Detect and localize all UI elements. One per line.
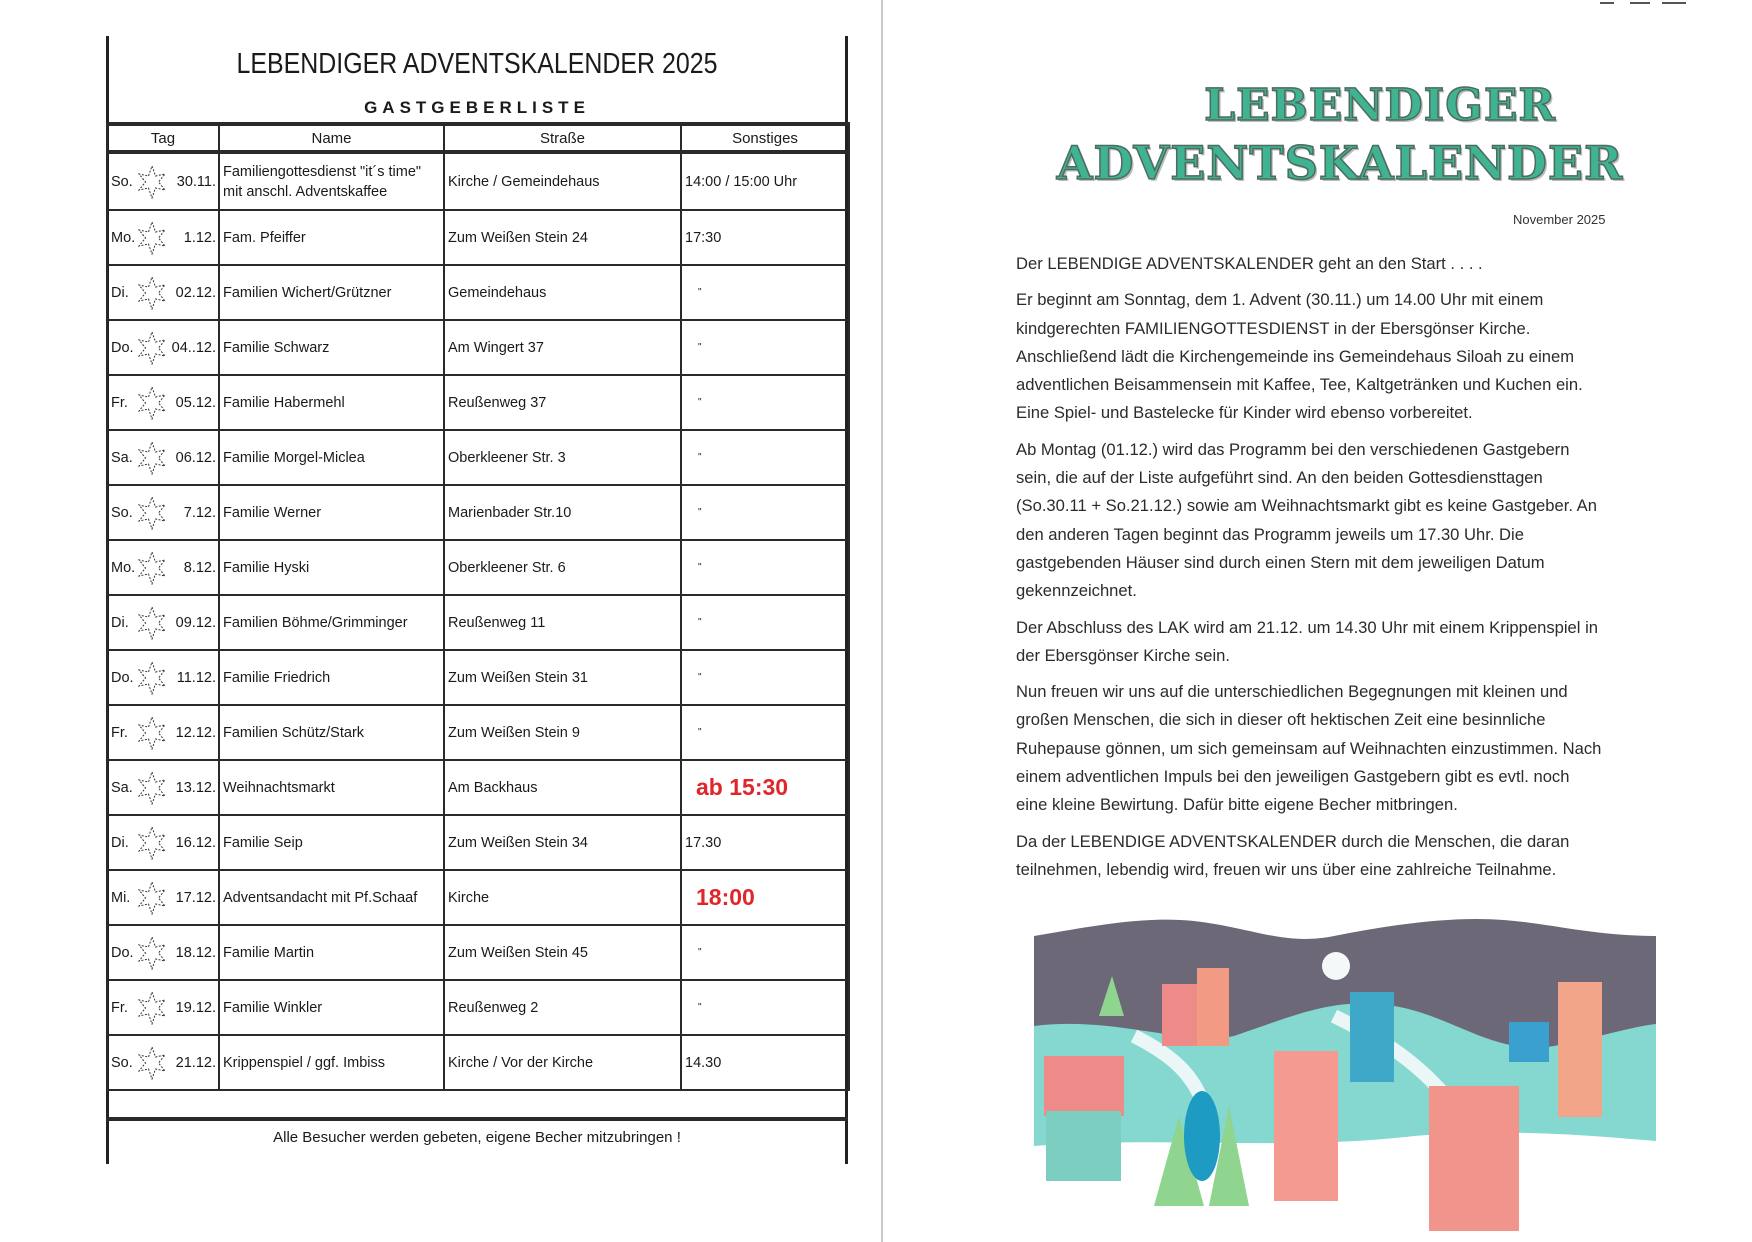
sheet-title: LEBENDIGER ADVENTSKALENDER 2025 (236, 48, 718, 80)
street: Kirche (444, 870, 681, 925)
weekday: Mo. (111, 229, 136, 246)
misc-info: 18:00 (681, 870, 849, 925)
paragraph: Der LEBENDIGE ADVENTSKALENDER geht an den Start . . . . (1016, 254, 1483, 273)
table-row (107, 815, 849, 870)
date: 8.12. (183, 559, 216, 576)
street: Reußenweg 2 (444, 980, 681, 1035)
host-name: Familien Böhme/Grimminger (219, 595, 444, 650)
date: 12.12. (175, 724, 216, 741)
misc-info: 17.30 (681, 815, 849, 870)
weekday: Fr. (111, 724, 128, 741)
host-name: Familie Martin (219, 925, 444, 980)
misc-info: " (681, 925, 849, 980)
winter-village-illustration (1034, 906, 1656, 1231)
misc-info: " (681, 485, 849, 540)
weekday: So. (111, 1054, 133, 1071)
host-list-sheet (106, 36, 848, 1164)
weekday: Mi. (111, 889, 131, 906)
table-row (107, 760, 849, 815)
table-row (107, 375, 849, 430)
street: Zum Weißen Stein 31 (444, 650, 681, 705)
host-name: Adventsandacht mit Pf.Schaaf (219, 870, 444, 925)
street: Reußenweg 37 (444, 375, 681, 430)
host-name: Familie Morgel-Miclea (219, 430, 444, 485)
street: Kirche / Vor der Kirche (444, 1035, 681, 1090)
tag-cell (107, 430, 219, 485)
weekday: Do. (111, 944, 134, 961)
column-header-street: Straße (444, 124, 681, 152)
tag-cell (107, 815, 219, 870)
table-bottom-rule (106, 1117, 848, 1121)
weekday: Fr. (111, 999, 128, 1016)
tag-cell (107, 210, 219, 265)
weekday: Di. (111, 614, 129, 631)
host-name: Fam. Pfeiffer (219, 210, 444, 265)
snowman (1322, 952, 1350, 980)
table-row (107, 210, 849, 265)
snow-foreground (1034, 1133, 1656, 1231)
scan-marks (1600, 2, 1700, 6)
star-icon (138, 1046, 166, 1080)
tag-cell (107, 925, 219, 980)
star-icon (138, 881, 166, 915)
tag-cell (107, 760, 219, 815)
house (1044, 1056, 1124, 1116)
street: Am Backhaus (444, 760, 681, 815)
misc-info: " (681, 705, 849, 760)
date: 05.12. (175, 394, 216, 411)
house (1162, 984, 1197, 1046)
street: Zum Weißen Stein 34 (444, 815, 681, 870)
page-divider (881, 0, 883, 1242)
table-row (107, 265, 849, 320)
tag-cell (107, 320, 219, 375)
paragraph: Da der LEBENDIGE ADVENTSKALENDER durch die Menschen, die daran teilnehmen, lebendig wird, freuen wir uns über eine zahlreiche Teilnahme. (1016, 831, 1570, 879)
host-name: Familien Schütz/Stark (219, 705, 444, 760)
host-name: Weihnachtsmarkt (219, 760, 444, 815)
table-row (107, 925, 849, 980)
misc-info: " (681, 595, 849, 650)
table-row (107, 430, 849, 485)
tag-cell (107, 705, 219, 760)
star-icon (138, 661, 166, 695)
weekday: Do. (111, 669, 134, 686)
misc-info: " (681, 650, 849, 705)
table-row (107, 320, 849, 375)
paragraph: Ab Montag (01.12.) wird das Programm bei den verschiedenen Gastgebern sein, die auf der Liste aufgeführt sind. An den beiden Gottesdiensttagen (So.30.11 + So.21.12.) sowie am Weihnachtsmarkt gibt es keine Gastgeber. An den anderen Tagen beginnt das Programm jeweils um 17.30 Uhr. Die gastgebenden Häuser sind durch einen Stern mit dem jeweiligen Datum gekennzeichnet. (1016, 439, 1597, 601)
date: 02.12. (175, 284, 216, 301)
weekday: Sa. (111, 779, 133, 796)
star-icon (138, 496, 166, 530)
host-name: Krippenspiel / ggf. Imbiss (219, 1035, 444, 1090)
misc-info: " (681, 980, 849, 1035)
misc-info: " (681, 540, 849, 595)
logo-line-2: ADVENTSKALENDER (1056, 136, 1624, 190)
letter-date: November 2025 (1513, 212, 1606, 227)
paragraph: Nun freuen wir uns auf die unterschiedlichen Begegnungen mit kleinen und großen Menschen, die sich in dieser oft hektischen Zeit eine besinnliche Ruhepause gönnen, um sich gemeinsam auf Weihnachten einzustimmen. Nach einem adventlichen Impuls bei den jeweiligen Gastgebern gibt es evtl. noch eine kleine Bewirtung. Dafür bitte eigene Becher mitbringen. (1016, 682, 1602, 815)
paragraph: Der Abschluss des LAK wird am 21.12. um 14.30 Uhr mit einem Krippenspiel in der Ebersgönser Kirche sein. (1016, 617, 1598, 665)
weekday: Mo. (111, 559, 136, 576)
table-row (107, 595, 849, 650)
misc-info: ab 15:30 (681, 760, 849, 815)
date: 17.12. (175, 889, 216, 906)
tag-cell (107, 870, 219, 925)
logo-line-1: LEBENDIGER (1204, 80, 1556, 131)
star-icon (138, 441, 166, 475)
street: Zum Weißen Stein 9 (444, 705, 681, 760)
star-icon (138, 221, 166, 255)
host-name: Familie Werner (219, 485, 444, 540)
weekday: Fr. (111, 394, 128, 411)
sheet-subtitle: GASTGEBERLISTE (364, 98, 590, 117)
tag-cell (107, 485, 219, 540)
date: 1.12. (183, 229, 216, 246)
logo-wordart (1020, 80, 1660, 200)
tag-cell (107, 980, 219, 1035)
table-row (107, 152, 849, 210)
tag-cell (107, 265, 219, 320)
street: Oberkleener Str. 3 (444, 430, 681, 485)
star-icon (138, 331, 166, 365)
host-name: Familie Hyski (219, 540, 444, 595)
misc-info: " (681, 375, 849, 430)
weekday: Di. (111, 834, 129, 851)
date: 16.12. (175, 834, 216, 851)
tree (1184, 1091, 1220, 1181)
date: 13.12. (175, 779, 216, 796)
table-row (107, 980, 849, 1035)
star-icon (138, 716, 166, 750)
street: Zum Weißen Stein 45 (444, 925, 681, 980)
weekday: Sa. (111, 449, 133, 466)
street: Marienbader Str.10 (444, 485, 681, 540)
tag-cell (107, 650, 219, 705)
misc-info: 14:00 / 15:00 Uhr (681, 152, 849, 210)
date: 19.12. (175, 999, 216, 1016)
street: Gemeindehaus (444, 265, 681, 320)
house (1350, 992, 1394, 1082)
weekday: So. (111, 504, 133, 521)
star-icon (138, 936, 166, 970)
misc-info: 17:30 (681, 210, 849, 265)
tag-cell (107, 595, 219, 650)
column-header-tag: Tag (107, 124, 219, 152)
date: 21.12. (175, 1054, 216, 1071)
column-header-name: Name (219, 124, 444, 152)
star-icon (138, 165, 166, 199)
street: Oberkleener Str. 6 (444, 540, 681, 595)
letter-body (1016, 250, 1656, 892)
date: 11.12. (176, 669, 216, 686)
street: Zum Weißen Stein 24 (444, 210, 681, 265)
star-icon (138, 771, 166, 805)
street: Am Wingert 37 (444, 320, 681, 375)
date: 7.12. (183, 504, 216, 521)
house (1558, 982, 1602, 1117)
house (1046, 1111, 1121, 1181)
weekday: So. (111, 173, 133, 190)
house (1274, 1051, 1338, 1201)
table-header-row (107, 124, 849, 152)
star-icon (138, 386, 166, 420)
misc-info: " (681, 265, 849, 320)
host-name: Familie Schwarz (219, 320, 444, 375)
house (1429, 1086, 1519, 1231)
tag-cell (107, 152, 219, 210)
star-icon (138, 551, 166, 585)
star-icon (138, 606, 166, 640)
table-row (107, 870, 849, 925)
star-icon (138, 276, 166, 310)
host-name: Familie Friedrich (219, 650, 444, 705)
star-icon (138, 991, 166, 1025)
host-table (106, 122, 850, 1091)
date: 18.12. (175, 944, 216, 961)
table-row (107, 540, 849, 595)
column-header-misc: Sonstiges (681, 124, 849, 152)
street: Kirche / Gemeindehaus (444, 152, 681, 210)
misc-info: 14.30 (681, 1035, 849, 1090)
table-row (107, 485, 849, 540)
weekday: Di. (111, 284, 129, 301)
host-name: Familiengottesdienst "it´s time" mit anschl. Adventskaffee (219, 152, 444, 210)
misc-info: " (681, 320, 849, 375)
house (1197, 968, 1229, 1046)
footer-note: Alle Besucher werden gebeten, eigene Becher mitzubringen ! (273, 1129, 681, 1146)
host-name: Familie Winkler (219, 980, 444, 1035)
street: Reußenweg 11 (444, 595, 681, 650)
star-icon (138, 826, 166, 860)
date: 30.11. (176, 173, 216, 190)
tag-cell (107, 1035, 219, 1090)
paragraph: Er beginnt am Sonntag, dem 1. Advent (30.11.) um 14.00 Uhr mit einem kindgerechten FAMILIENGOTTESDIENST in der Ebersgönser Kirche. Anschließend lädt die Kirchengemeinde ins Gemeindehaus Siloah zu einem adventlichen Beisammensein mit Kaffee, Tee, Kaltgetränken und Kuchen ein. Eine Spiel- und Bastelecke für Kinder wird ebenso vorbereitet. (1016, 290, 1583, 423)
date: 09.12. (175, 614, 216, 631)
weekday: Do. (111, 339, 134, 356)
house (1509, 1022, 1549, 1062)
host-name: Familien Wichert/Grützner (219, 265, 444, 320)
tag-cell (107, 540, 219, 595)
date: 04..12. (171, 339, 216, 356)
tag-cell (107, 375, 219, 430)
date: 06.12. (175, 449, 216, 466)
table-row (107, 650, 849, 705)
table-row (107, 705, 849, 760)
host-name: Familie Habermehl (219, 375, 444, 430)
host-name: Familie Seip (219, 815, 444, 870)
table-row (107, 1035, 849, 1090)
misc-info: " (681, 430, 849, 485)
